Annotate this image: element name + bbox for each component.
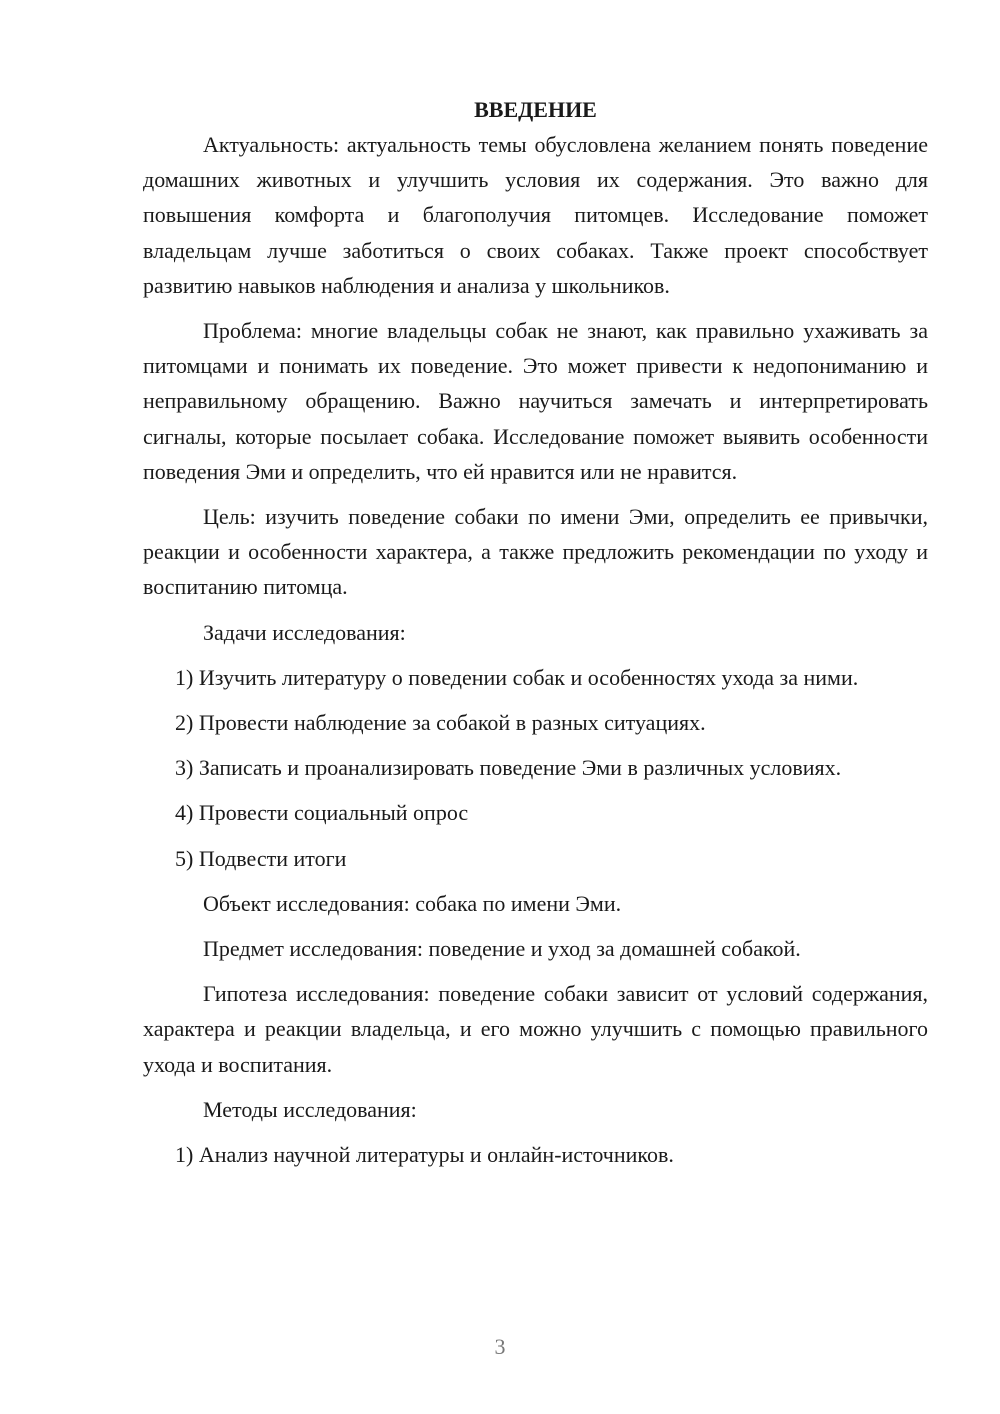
document-page bbox=[143, 92, 928, 1182]
relevance-paragraph: Актуальность: актуальность темы обусловлена желанием понять поведение домашних животных и улучшить условия их содержания. Это важно для повышения комфорта и благополучия питомцев. Исследование поможет владельцам лучше заботиться о своих собаках. Также проект способствует развитию навыков наблюдения и анализа у школьников. bbox=[143, 132, 928, 298]
task-item-5: 5) Подвести итоги bbox=[175, 845, 347, 871]
goal-paragraph: Цель: изучить поведение собаки по имени Эми, определить ее привычки, реакции и особенности характера, а также предложить рекомендации по уходу и воспитанию питомца. bbox=[143, 504, 928, 600]
subject-paragraph: Предмет исследования: поведение и уход за домашней собакой. bbox=[203, 936, 801, 962]
hypothesis-paragraph: Гипотеза исследования: поведение собаки зависит от условий содержания, характера и реакции владельца, и его можно улучшить с помощью правильного ухода и воспитания. bbox=[143, 981, 928, 1077]
methods-title: Методы исследования: bbox=[203, 1096, 417, 1122]
section-heading: ВВЕДЕНИЕ bbox=[474, 97, 597, 122]
task-item-1: 1) Изучить литературу о поведении собак и особенностях ухода за ними. bbox=[175, 664, 859, 690]
tasks-title: Задачи исследования: bbox=[203, 619, 406, 645]
task-item-4: 4) Провести социальный опрос bbox=[175, 800, 469, 826]
object-paragraph: Объект исследования: собака по имени Эми. bbox=[203, 890, 622, 916]
task-item-3: 3) Записать и проанализировать поведение Эми в различных условиях. bbox=[175, 755, 842, 781]
task-item-2: 2) Провести наблюдение за собакой в разных ситуациях. bbox=[175, 710, 706, 736]
problem-paragraph: Проблема: многие владельцы собак не знают, как правильно ухаживать за питомцами и понимать их поведение. Это может привести к недопониманию и неправильному обращению. Важно научиться замечать и интерпретировать сигналы, которые посылает собака. Исследование поможет выявить особенности поведения Эми и определить, что ей нравится или не нравится. bbox=[143, 318, 928, 484]
page-number: 3 bbox=[494, 1334, 506, 1359]
method-item-1: 1) Анализ научной литературы и онлайн-источников. bbox=[175, 1142, 674, 1168]
